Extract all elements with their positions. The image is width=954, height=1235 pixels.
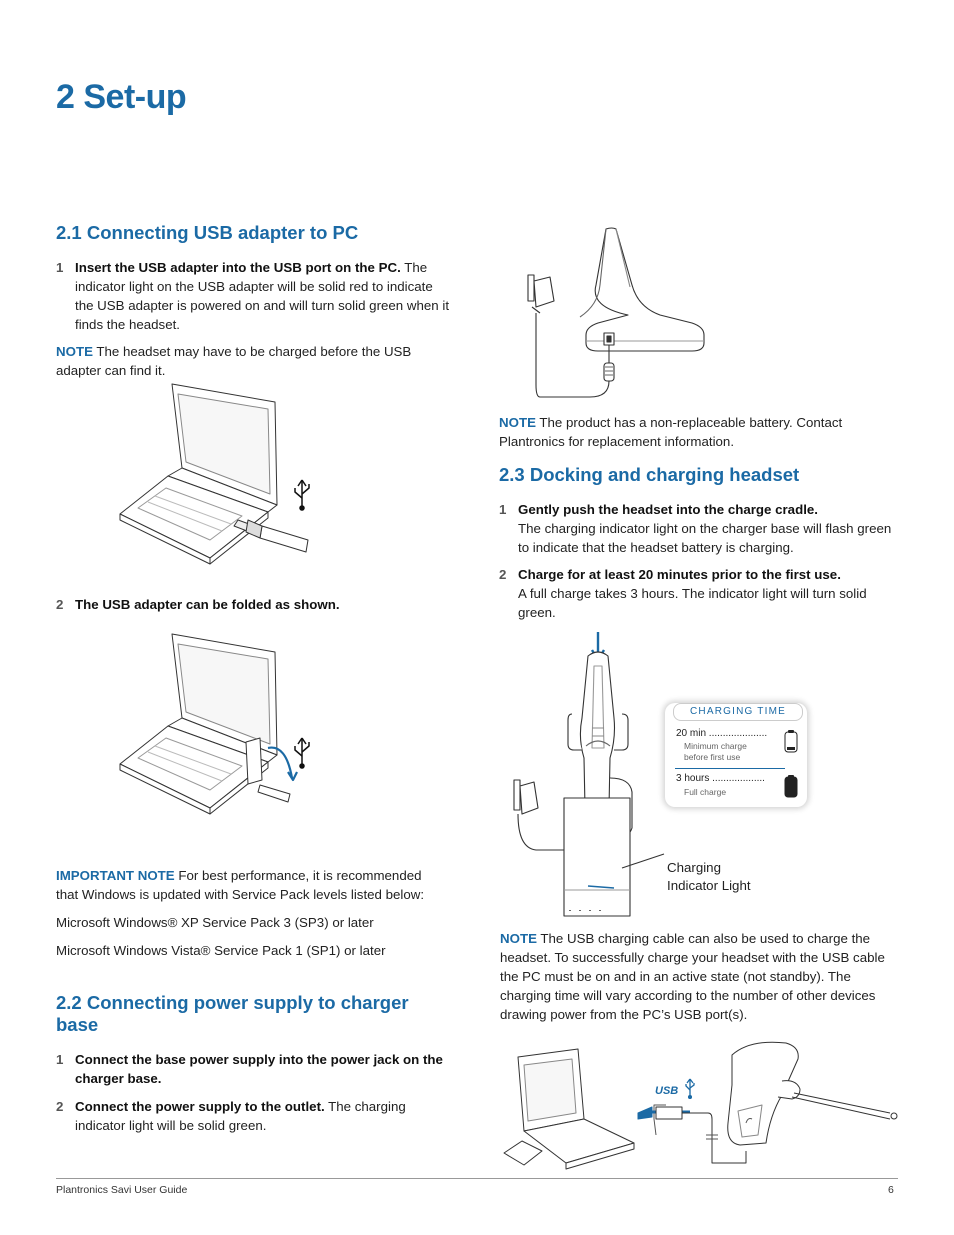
charging-row-min-desc <box>684 741 747 763</box>
battery-full-icon <box>784 774 798 798</box>
important-note-label: IMPORTANT NOTE <box>56 868 175 883</box>
note-text: The USB charging cable can also be used to charge the headset. To successfully charge your headset with the USB cable the PC must be on and in an active state (not standby). The charging time will vary according to the number of other devices drawing power from the PC’s USB port(s). <box>500 931 885 1022</box>
section-heading-power: 2.2 Connecting power supply to charger base <box>56 992 409 1035</box>
step-instruction: The USB adapter can be folded as shown. <box>75 597 340 612</box>
note-label: NOTE <box>56 344 93 359</box>
charge-time-full: 3 hours <box>676 773 710 784</box>
note-label: NOTE <box>499 415 536 430</box>
section-heading-docking: 2.3 Docking and charging headset <box>499 464 800 485</box>
charge-desc-line: before first use <box>684 752 741 762</box>
note-text: The headset may have to be charged before the USB adapter can find it. <box>56 344 412 378</box>
step-number: 2 <box>499 567 507 582</box>
charging-indicator-callout <box>667 859 787 895</box>
footer-page-number: 6 <box>888 1184 894 1196</box>
service-pack-xp: Microsoft Windows® XP Service Pack 3 (SP3) or later <box>56 915 374 930</box>
charge-time-min: 20 min <box>676 728 707 739</box>
step-detail: A full charge takes 3 hours. The indicator light will turn solid green. <box>518 586 867 620</box>
step-detail: The charging indicator light on the charger base will flash green to indicate that the headset battery is charging. <box>518 521 892 555</box>
step-instruction: Connect the power supply to the outlet. <box>75 1099 325 1114</box>
callout-line: Charging <box>667 860 721 875</box>
charger-base-power-illustration <box>520 225 720 400</box>
power-step-2 <box>56 1097 452 1135</box>
step-detail: The charging indicator light will be solid green. <box>75 1099 406 1133</box>
step-number: 1 <box>499 502 507 517</box>
usb-charging-note <box>500 929 900 1024</box>
usb-icon <box>683 1077 697 1099</box>
usb-cable-charging-illustration <box>500 1035 912 1171</box>
charge-desc-line: Minimum charge <box>684 741 747 751</box>
charging-time-title: CHARGING TIME <box>673 703 803 721</box>
laptop-usb-folded-illustration <box>110 630 330 815</box>
callout-line: Indicator Light <box>667 878 751 893</box>
charging-divider <box>675 768 785 769</box>
step-instruction: Insert the USB adapter into the USB port on the PC. <box>75 260 401 275</box>
docking-step-1 <box>499 500 895 557</box>
charging-time-box <box>665 703 807 807</box>
important-note-text: For best performance, it is recommended that Windows is updated with Service Pack levels listed below: <box>56 868 425 902</box>
note-text: The product has a non-replaceable battery. Contact Plantronics for replacement information. <box>499 415 843 449</box>
power-note <box>499 413 889 451</box>
step-detail: The indicator light on the USB adapter will be solid red to indicate the USB adapter is powered on and will turn solid green when it finds the headset. <box>75 260 450 332</box>
footer-divider <box>56 1178 898 1179</box>
charge-dots: ................... <box>712 773 765 784</box>
step-number: 2 <box>56 1099 64 1114</box>
usb-step-1 <box>56 258 452 334</box>
charge-dots: ..................... <box>708 728 768 739</box>
footer-guide-title: Plantronics Savi User Guide <box>56 1184 188 1196</box>
charging-row-full <box>676 773 765 784</box>
charging-row-min <box>676 728 767 739</box>
usb-step-2 <box>56 595 452 614</box>
laptop-usb-insert-illustration <box>110 380 330 565</box>
usb-note <box>56 342 436 380</box>
important-note <box>56 866 446 904</box>
service-pack-vista: Microsoft Windows Vista® Service Pack 1 (SP1) or later <box>56 943 386 958</box>
step-number: 1 <box>56 1052 64 1067</box>
step-number: 2 <box>56 597 64 612</box>
usb-label: USB <box>655 1085 679 1097</box>
note-label: NOTE <box>500 931 537 946</box>
step-instruction: Connect the base power supply into the power jack on the charger base. <box>75 1052 443 1086</box>
step-instruction: Charge for at least 20 minutes prior to the first use. <box>518 567 841 582</box>
power-step-1 <box>56 1050 452 1088</box>
step-number: 1 <box>56 260 64 275</box>
docking-step-2 <box>499 565 895 622</box>
battery-low-icon <box>784 729 798 753</box>
section-heading-usb: 2.1 Connecting USB adapter to PC <box>56 222 359 243</box>
step-instruction: Gently push the headset into the charge cradle. <box>518 502 818 517</box>
page-title: 2 Set-up <box>56 78 187 116</box>
charging-row-full-desc: Full charge <box>684 787 727 797</box>
